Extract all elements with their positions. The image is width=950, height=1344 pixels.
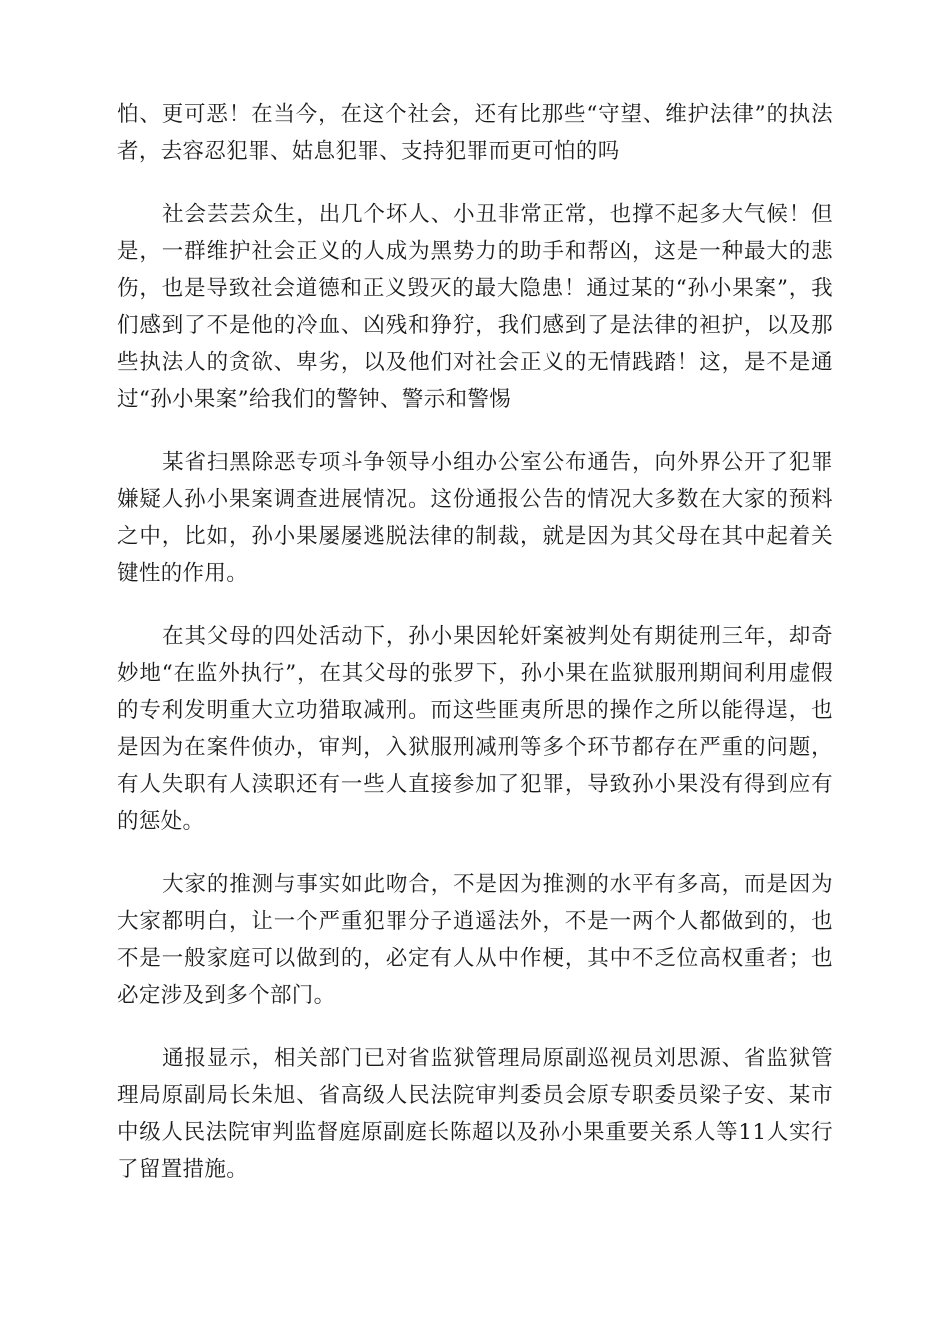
paragraph-social-justice: 社会芸芸众生，出几个坏人、小丑非常正常，也撑不起多大气候！但是，一群维护社会正义的人成为黑势力的助手和帮凶，这是一种最大的悲伤，也是导致社会道德和正义毁灭的最大隐患！通过某的“孙小果案”，我们感到了不是他的冷血、凶残和狰狞，我们感到了是法律的袒护，以及那些执法人的贪欲、卑劣，以及他们对社会正义的无情践踏！这，是不是通过“孙小果案”给我们的警钟、警示和警惕 — [117, 202, 833, 412]
paragraph-official-notice: 某省扫黑除恶专项斗争领导小组办公室公布通告，向外界公开了犯罪嫌疑人孙小果案调查进展情况。这份通报公告的情况大多数在大家的预料之中，比如，孙小果屡屡逃脱法律的制裁，就是因为其父母在其中起着关键性的作用。 — [117, 450, 833, 586]
paragraph-detention-report: 通报显示，相关部门已对省监狱管理局原副巡视员刘思源、省监狱管理局原副局长朱旭、省高级人民法院审判委员会原专职委员梁子安、某市中级人民法院审判监督庭原副庭长陈超以及孙小果重要关系人等11人实行了留置措施。 — [117, 1046, 833, 1182]
document-page — [117, 96, 833, 1214]
paragraph-continuation: 怕、更可恶！在当今，在这个社会，还有比那些“守望、维护法律”的执法者，去容忍犯罪、姑息犯罪、支持犯罪而更可怕的吗 — [117, 102, 833, 164]
paragraph-parents-activity: 在其父母的四处活动下，孙小果因轮奸案被判处有期徒刑三年，却奇妙地“在监外执行”，在其父母的张罗下，孙小果在监狱服刑期间利用虚假的专利发明重大立功猎取减刑。而这些匪夷所思的操作之所以能得逞，也是因为在案件侦办，审判，入狱服刑减刑等多个环节都存在严重的问题，有人失职有人渎职还有一些人直接参加了犯罪，导致孙小果没有得到应有的惩处。 — [117, 624, 833, 834]
paragraph-speculation: 大家的推测与事实如此吻合，不是因为推测的水平有多高，而是因为大家都明白，让一个严重犯罪分子逍遥法外，不是一两个人都做到的，也不是一般家庭可以做到的，必定有人从中作梗，其中不乏位高权重者；也必定涉及到多个部门。 — [117, 872, 833, 1008]
